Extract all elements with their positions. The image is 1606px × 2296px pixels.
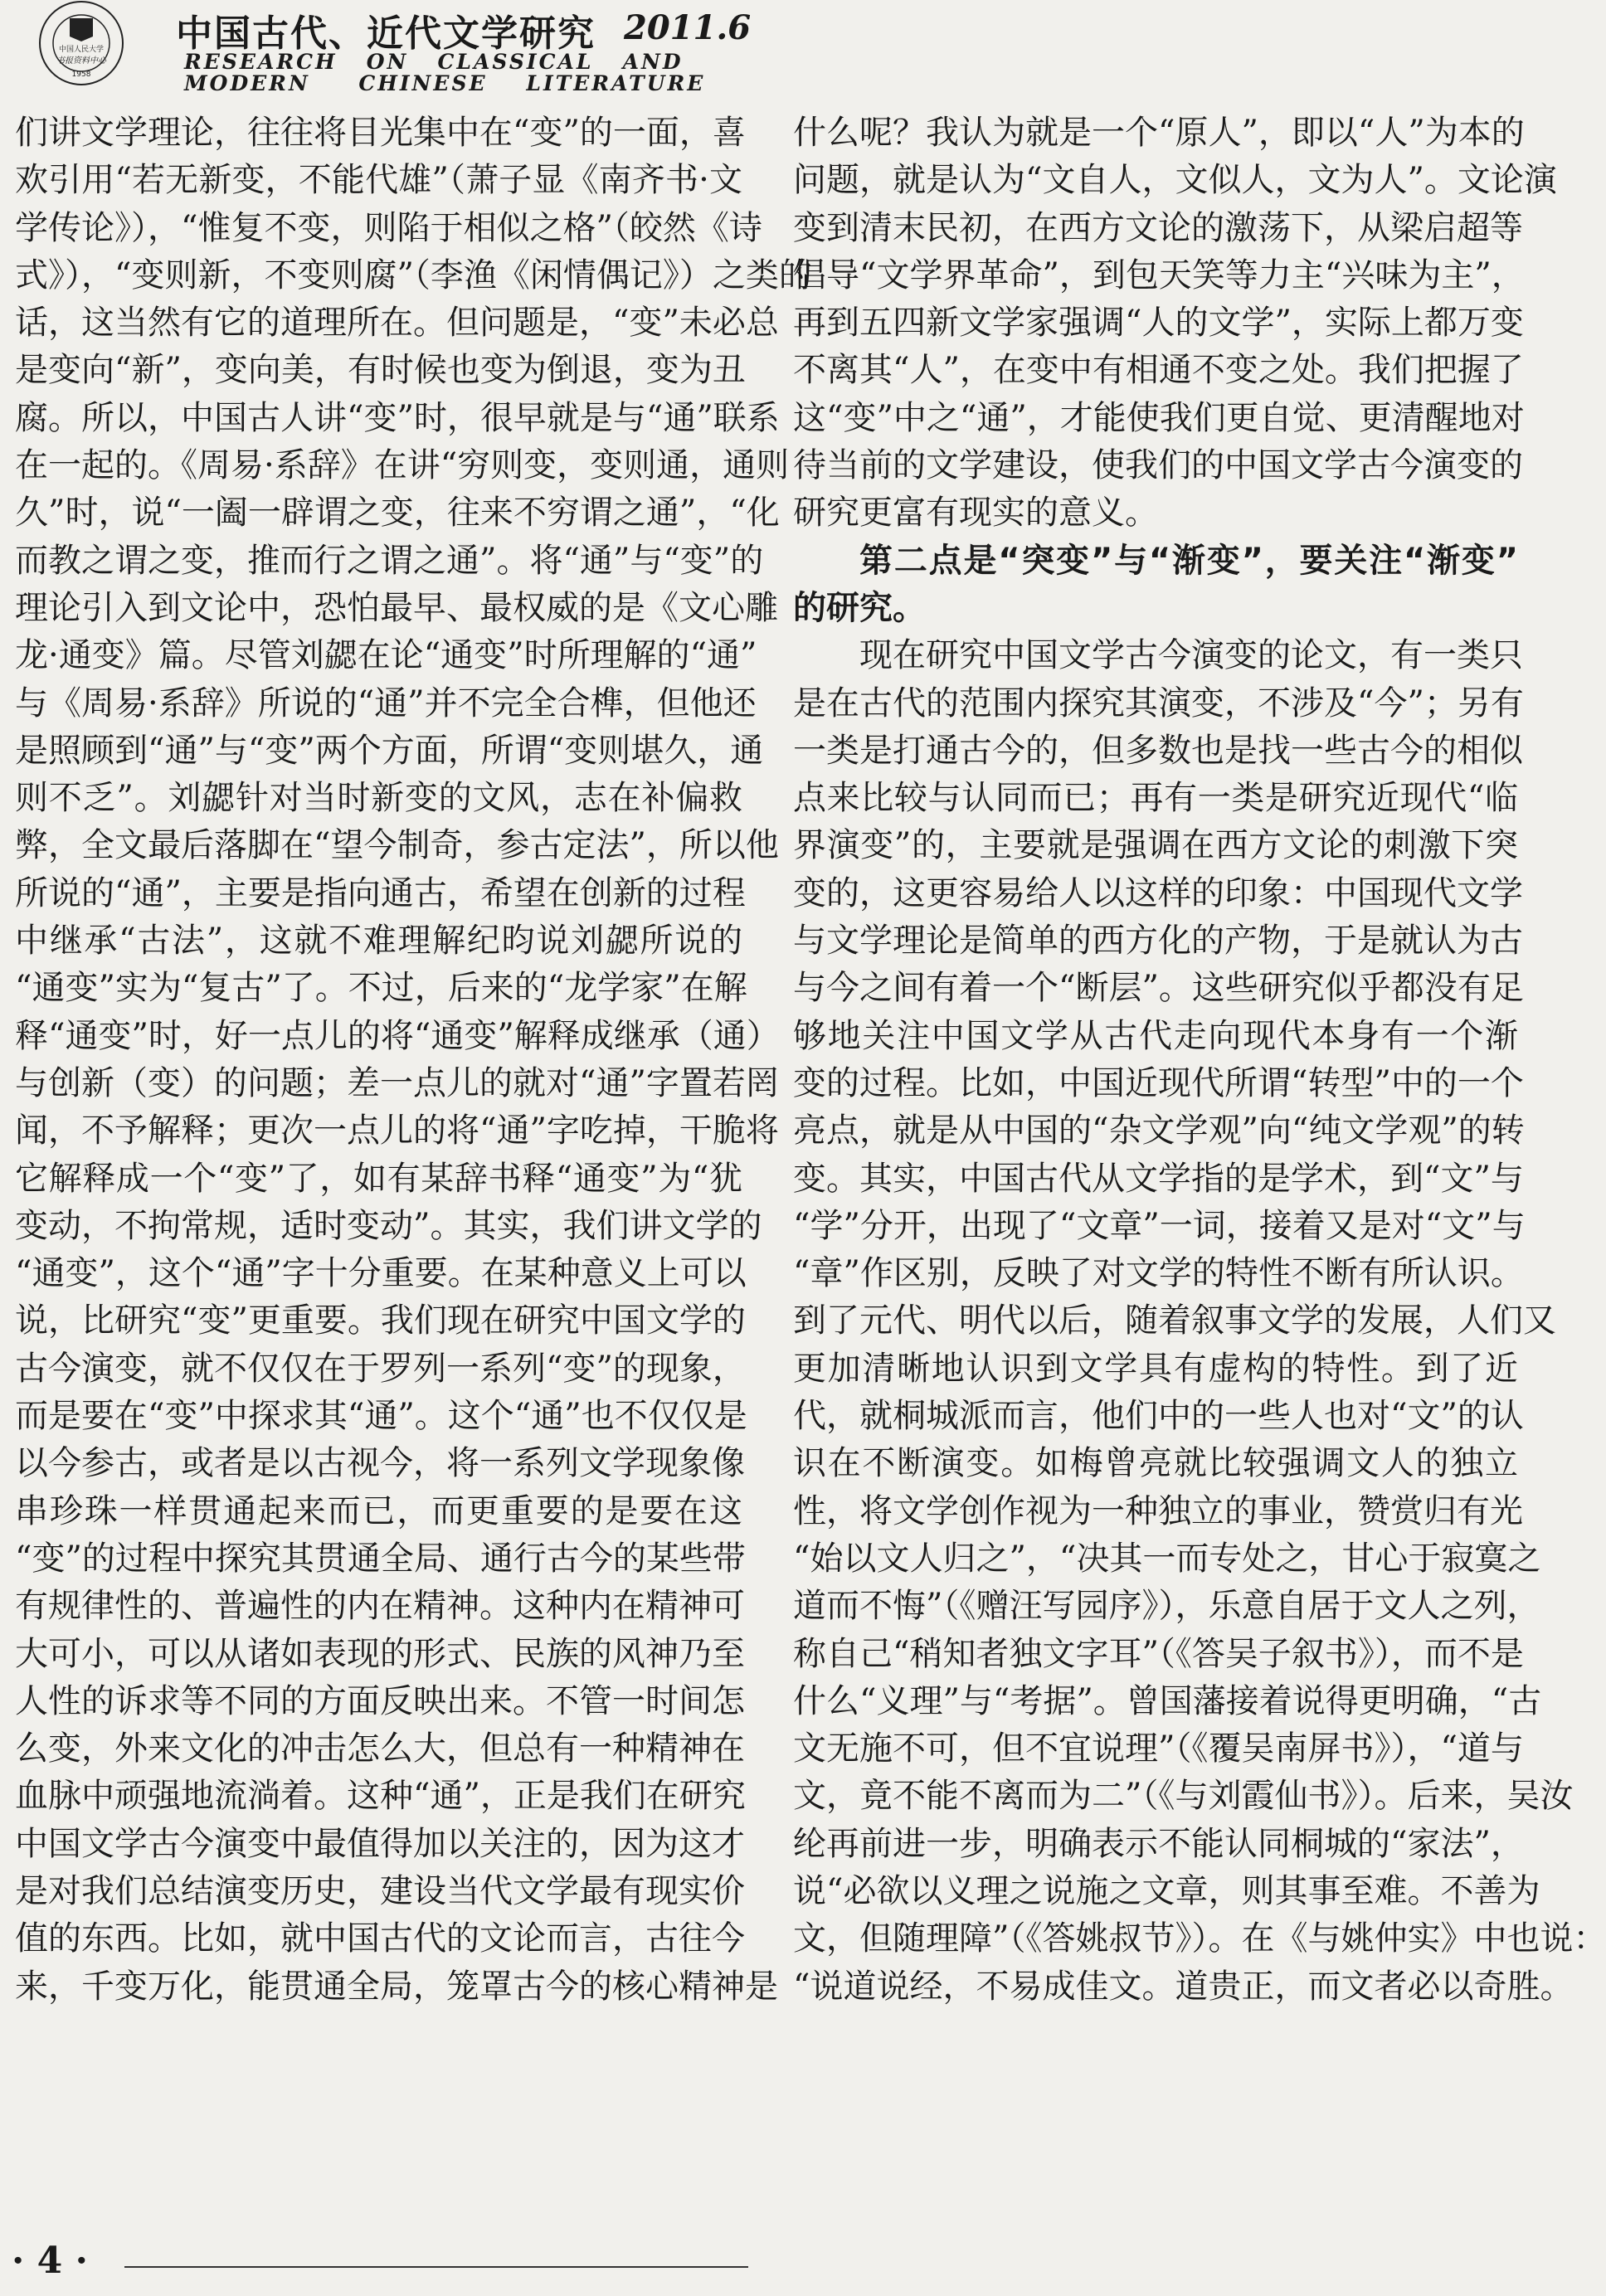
footer-rule	[124, 2266, 748, 2268]
text-line: 龙·通变》篇。尽管刘勰在论“通变”时所理解的“通”	[15, 636, 757, 675]
right-column	[793, 109, 1606, 2011]
text-line: 是对我们总结演变历史，建设当代文学最有现实价	[15, 1871, 745, 1910]
text-line: 点来比较与认同而已；再有一类是研究近现代“临	[793, 779, 1518, 818]
section-heading-continued: 的研究。	[793, 588, 926, 627]
text-line: 再到五四新文学家强调“人的文学”，实际上都万变	[793, 304, 1524, 343]
text-line: 纶再前进一步，明确表示不能认同桐城的“家法”，	[793, 1824, 1524, 1863]
page-number: · 4 ·	[12, 2240, 88, 2282]
text-line: 现在研究中国文学古今演变的论文，有一类只	[859, 636, 1523, 675]
text-line: 式》），“变则新，不变则腐”（李渔《闲情偶记》）之类的	[15, 255, 812, 294]
text-line: 有规律性的、普遍性的内在精神。这种内在精神可	[15, 1587, 745, 1626]
text-line: 代，就桐城派而言，他们中的一些人也对“文”的认	[793, 1397, 1524, 1436]
logo-university-text: 中国人民大学	[58, 46, 105, 54]
text-line: 而教之谓之变，推而行之谓之通”。将“通”与“变”的	[15, 541, 764, 580]
text-line: 闻，不予解释；更次一点儿的将“通”字吃掉，干脆将	[15, 1112, 779, 1150]
text-line: 变的，这更容易给人以这样的印象：中国现代文学	[793, 873, 1523, 912]
logo-center-text: 书报资料中心	[56, 56, 106, 66]
text-line: 它解释成一个“变”了，如有某辞书释“通变”为“犹	[15, 1159, 742, 1198]
text-line: 变的过程。比如，中国近现代所谓“转型”中的一个	[793, 1063, 1524, 1102]
text-line: 研究更富有现实的意义。	[793, 494, 1158, 533]
text-line: 理论引入到文论中，恐怕最早、最权威的是《文心雕	[15, 588, 778, 627]
issue-number: 2011.6	[624, 8, 752, 47]
text-line: 血脉中顽强地流淌着。这种“通”，正是我们在研究	[15, 1777, 746, 1816]
text-line: 么变，外来文化的冲击怎么大，但总有一种精神在	[15, 1729, 745, 1768]
text-line: 人性的诉求等不同的方面反映出来。不管一时间怎	[15, 1681, 745, 1720]
text-line: 与创新（变）的问题；差一点儿的就对“通”字置若罔	[15, 1063, 779, 1102]
text-line: 所说的“通”，主要是指向通古，希望在创新的过程	[15, 873, 746, 912]
text-line: 而是要在“变”中探求其“通”。这个“通”也不仅仅是	[15, 1397, 747, 1436]
text-line: 这“变”中之“通”，才能使我们更自觉、更清醒地对	[793, 398, 1525, 437]
text-line: 以今参古，或者是以古视今，将一系列文学现象像	[15, 1444, 745, 1483]
page-header	[0, 0, 1599, 100]
text-line: 学传论》），“惟复不变，则陷于相似之格”（皎然《诗	[15, 208, 762, 247]
text-line: 变动，不拘常规，适时变动”。其实，我们讲文学的	[15, 1206, 762, 1245]
english-title-line-1: RESEARCH ON CLASSICAL AND	[184, 50, 684, 74]
text-line: “学”分开，出现了“文章”一词，接着又是对“文”与	[793, 1206, 1526, 1245]
text-line: 欢引用“若无新变，不能代雄”（萧子显《南齐书·文	[15, 161, 742, 200]
text-line: 待当前的文学建设，使我们的中国文学古今演变的	[793, 446, 1523, 485]
text-line: 到了元代、明代以后，随着叙事文学的发展，人们又	[793, 1301, 1556, 1340]
text-line: 更加清晰地认识到文学具有虚构的特性。到了近	[793, 1349, 1518, 1388]
text-line: 古今演变，就不仅仅在于罗列一系列“变”的现象，	[15, 1349, 746, 1388]
text-line: 久”时，说“一阖一辟谓之变，往来不穷谓之通”，“化	[15, 494, 780, 533]
text-line: 来，千变万化，能贯通全局，笼罩古今的核心精神是	[15, 1967, 778, 2006]
text-line: 变到清末民初，在西方文论的激荡下，从梁启超等	[793, 208, 1523, 247]
text-line: 界演变”的，主要就是强调在西方文论的刺激下突	[793, 826, 1518, 865]
logo-year-text: 1958	[71, 71, 91, 79]
text-line: 中国文学古今演变中最值得加以关注的，因为这才	[15, 1824, 745, 1863]
text-line: 亮点，就是从中国的“杂文学观”向“纯文学观”的转	[793, 1112, 1525, 1150]
text-line: 说，比研究“变”更重要。我们现在研究中国文学的	[15, 1301, 746, 1340]
text-line: “通变”实为“复古”了。不过，后来的“龙学家”在解	[15, 969, 747, 1008]
text-line: 道而不悔”（《赠汪写园序》），乐意自居于文人之列，	[793, 1587, 1540, 1626]
text-line: 什么呢？我认为就是一个“原人”，即以“人”为本的	[793, 114, 1525, 152]
text-line: 值的东西。比如，就中国古代的文论而言，古往今	[15, 1919, 745, 1958]
text-line: “章”作区别，反映了对文学的特性不断有所认识。	[793, 1254, 1524, 1293]
text-line: 话，这当然有它的道理所在。但问题是，“变”未必总	[15, 304, 779, 343]
text-line: 与《周易·系辞》所说的“通”并不完全合榫，但他还	[15, 683, 757, 722]
text-line: 大可小，可以从诸如表现的形式、民族的风神乃至	[15, 1634, 745, 1673]
left-column	[15, 109, 812, 2011]
text-line: 变。其实，中国古代从文学指的是学术，到“文”与	[793, 1159, 1524, 1198]
university-logo	[15, 0, 169, 91]
text-line: 识在不断演变。如梅曾亮就比较强调文人的独立	[793, 1444, 1518, 1483]
text-line: 则不乏”。刘勰针对当时新变的文风，志在补偏救	[15, 779, 742, 818]
text-line: 在一起的。《周易·系辞》在讲“穷则变，变则通，通则	[15, 446, 790, 485]
text-line: 串珍珠一样贯通起来而已，而更重要的是要在这	[15, 1491, 742, 1530]
text-line: 腐。所以，中国古人讲“变”时，很早就是与“通”联系	[15, 398, 780, 437]
text-line: 说“必欲以义理之说施之文章，则其事至难。不善为	[793, 1871, 1540, 1910]
text-line: 是变向“新”，变向美，有时候也变为倒退，变为丑	[15, 351, 746, 390]
english-title-line-2: MODERN CHINESE LITERATURE	[184, 71, 706, 95]
text-line: 与今之间有着一个“断层”。这些研究似乎都没有足	[793, 969, 1524, 1008]
text-line: 与文学理论是简单的西方化的产物，于是就认为古	[793, 922, 1523, 961]
text-line: 中继承“古法”，这就不难理解纪昀说刘勰所说的	[15, 922, 742, 961]
text-line: 们讲文学理论，往往将目光集中在“变”的一面，喜	[15, 114, 746, 152]
text-line: 文无施不可，但不宜说理”（《覆吴南屏书》），“道与	[793, 1729, 1524, 1768]
text-line: 问题，就是认为“文自人，文似人，文为人”。文论演	[793, 161, 1557, 200]
text-line: 称自己“稍知者独文字耳”（《答吴子叙书》），而不是	[793, 1634, 1524, 1673]
text-line: 文，竟不能不离而为二”（《与刘霞仙书》）。后来，吴汝	[793, 1777, 1574, 1816]
text-line: 一类是打通古今的，但多数也是找一些古今的相似	[793, 731, 1523, 770]
text-line: 不离其“人”，在变中有相通不变之处。我们把握了	[793, 351, 1524, 390]
text-line: 是在古代的范围内探究其演变，不涉及“今”；另有	[793, 683, 1524, 722]
text-line: “说道说经，不易成佳文。道贵正，而文者必以奇胜。	[793, 1967, 1574, 2006]
text-line: 文，但随理障”（《答姚叔节》）。在《与姚仲实》中也说：	[793, 1919, 1606, 1958]
section-heading: 第二点是“突变”与“渐变”，要关注“渐变”	[859, 541, 1518, 580]
text-line: “始以文人归之”，“决其一而专处之，甘心于寂寞之	[793, 1539, 1541, 1578]
english-journal-title	[184, 50, 706, 95]
text-line: “变”的过程中探究其贯通全局、通行古今的某些带	[15, 1539, 746, 1578]
text-line: 够地关注中国文学从古代走向现代本身有一个渐	[793, 1016, 1518, 1055]
text-line: 是照顾到“通”与“变”两个方面，所谓“变则堪久，通	[15, 731, 764, 770]
page-footer	[0, 2240, 1599, 2289]
text-line: 弊，全文最后落脚在“望今制奇，参古定法”，所以他	[15, 826, 779, 865]
journal-title: 中国古代、近代文学研究	[176, 12, 596, 55]
text-line: 释“通变”时，好一点儿的将“通变”解释成继承（通）	[15, 1016, 780, 1055]
text-line: “通变”，这个“通”字十分重要。在某种意义上可以	[15, 1254, 747, 1293]
text-line: 倡导“文学界革命”，到包天笑等力主“兴味为主”，	[793, 255, 1525, 294]
text-line: 什么“义理”与“考据”。曾国藩接着说得更明确，“古	[793, 1681, 1542, 1720]
text-line: 性，将文学创作视为一种独立的事业，赞赏归有光	[793, 1491, 1523, 1530]
